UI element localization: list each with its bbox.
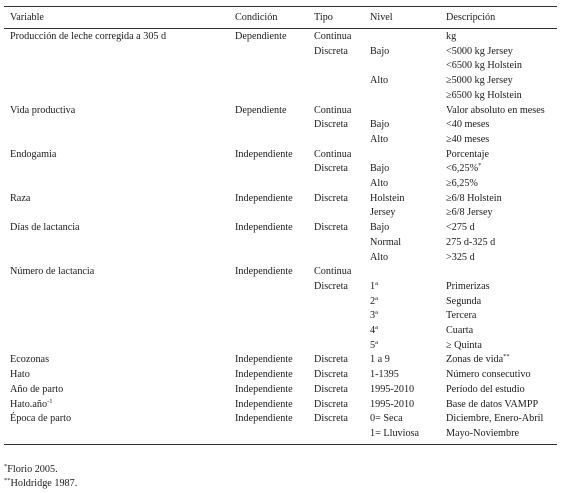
cell-variable-text: Número de lactancia — [10, 266, 95, 278]
footnote-mark: * — [4, 463, 8, 470]
cell-descripcion-text: <40 meses — [446, 119, 490, 131]
cell-condicion-text: Independiente — [235, 413, 293, 425]
footnote-mark: ** — [4, 477, 11, 484]
cell-nivel-text: Alto — [370, 251, 389, 263]
cell-variable-text: Vida productiva — [10, 104, 76, 116]
cell-descripcion-text: Base de datos VAMPP — [446, 398, 539, 410]
cell-descripcion — [446, 163, 481, 175]
cell-condicion-text: Independiente — [235, 369, 293, 381]
cell-nivel-text: Jersey — [370, 207, 396, 219]
cell-descripcion-text: Porcentaje — [446, 148, 489, 160]
cell-descripcion-text: <6,25% — [446, 163, 479, 175]
cell-nivel-text: Bajo — [370, 45, 390, 57]
header-condicion: Condición — [235, 12, 278, 23]
cell-descripcion-text: ≥6/8 Holstein — [446, 192, 502, 204]
cell-nivel — [370, 369, 399, 381]
cell-descripcion — [446, 105, 545, 117]
table-bottom-rule — [4, 444, 557, 445]
cell-condicion — [235, 354, 293, 366]
cell-nivel-text: Bajo — [370, 163, 390, 175]
cell-descripcion-text: 275 d-325 d — [446, 236, 496, 248]
cell-tipo — [314, 399, 348, 411]
cell-variable — [10, 384, 63, 396]
cell-nivel-superscript: a — [375, 324, 378, 331]
cell-variable-text: Raza — [10, 192, 31, 204]
cell-tipo-text: Discreta — [314, 354, 348, 366]
cell-descripcion-text: ≥ Quinta — [446, 339, 482, 351]
cell-nivel-text: Holstein — [370, 192, 405, 204]
cell-nivel-text: 5 — [370, 339, 376, 351]
cell-nivel — [370, 413, 403, 425]
header-tipo: Tipo — [314, 12, 333, 23]
cell-variable — [10, 369, 30, 381]
cell-descripcion-text: Valor absoluto en meses — [446, 104, 545, 116]
cell-descripcion — [446, 134, 489, 146]
cell-tipo — [314, 119, 348, 131]
cell-tipo-text: Discreta — [314, 398, 348, 410]
cell-tipo-text: Discreta — [314, 222, 348, 234]
cell-descripcion — [446, 296, 481, 308]
cell-descripcion — [446, 46, 513, 58]
cell-tipo-text: Continua — [314, 31, 352, 42]
cell-variable — [10, 266, 94, 278]
cell-nivel-text: 3 — [370, 310, 376, 322]
cell-nivel — [370, 428, 419, 440]
cell-condicion — [235, 105, 286, 117]
cell-nivel-text: Bajo — [370, 222, 390, 234]
cell-nivel — [370, 237, 401, 249]
cell-variable — [10, 222, 80, 234]
cell-descripcion-text: >325 d — [446, 251, 475, 263]
cell-descripcion-text: Zonas de vida — [446, 354, 504, 366]
cell-descripcion-text: Número consecutivo — [446, 369, 531, 381]
cell-descripcion-text: Período del estudio — [446, 383, 525, 395]
cell-variable — [10, 399, 52, 411]
cell-descripcion-text: ≥6500 kg Holstein — [446, 89, 522, 101]
footnote-text: Florio 2005. — [7, 464, 58, 475]
cell-variable-text: Hato.año — [10, 398, 48, 410]
cell-descripcion-text: Primerizas — [446, 280, 490, 292]
cell-descripcion — [446, 178, 478, 190]
cell-condicion — [235, 413, 293, 425]
cell-variable-superscript: -1 — [47, 397, 53, 405]
cell-nivel-text: 2 — [370, 295, 376, 307]
cell-tipo-text: Continua — [314, 266, 352, 278]
cell-tipo-text: Discreta — [314, 45, 348, 57]
cell-descripcion — [446, 340, 482, 352]
cell-tipo-text: Discreta — [314, 119, 348, 131]
cell-tipo — [314, 31, 351, 43]
cell-tipo-text: Discreta — [314, 383, 348, 395]
table-top-rule — [4, 6, 557, 7]
cell-nivel-superscript: a — [375, 338, 378, 346]
cell-nivel-text: 4 — [370, 325, 376, 336]
header-bottom-rule — [4, 28, 557, 29]
cell-variable-text: Endogamia — [10, 148, 57, 160]
cell-variable-text: Época de parto — [10, 413, 72, 425]
cell-condicion — [235, 149, 293, 161]
cell-nivel-text: Alto — [370, 75, 389, 87]
cell-descripcion — [446, 207, 493, 219]
cell-descripcion-text: Diciembre, Enero-Abril — [446, 413, 544, 425]
cell-tipo-text: Discreta — [314, 192, 348, 204]
cell-nivel — [370, 354, 390, 366]
cell-nivel — [370, 46, 389, 58]
cell-nivel — [370, 325, 378, 337]
cell-nivel — [370, 75, 388, 87]
cell-nivel — [370, 399, 414, 411]
cell-nivel — [370, 384, 414, 396]
cell-condicion-text: Independiente — [235, 148, 293, 160]
cell-condicion-text: Independiente — [235, 354, 293, 366]
cell-nivel-text: 1995-2010 — [370, 383, 415, 395]
cell-nivel-text: 0= Seca — [370, 413, 403, 425]
cell-condicion — [235, 384, 293, 396]
cell-descripcion-text: Cuarta — [446, 325, 474, 336]
cell-condicion-text: Independiente — [235, 398, 293, 410]
cell-nivel — [370, 193, 405, 205]
cell-descripcion-superscript: ** — [503, 353, 510, 361]
cell-nivel-text: Alto — [370, 178, 389, 189]
cell-descripcion-text: ≥6/8 Jersey — [446, 207, 493, 219]
cell-descripcion — [446, 281, 490, 293]
cell-descripcion — [446, 149, 489, 161]
cell-descripcion — [446, 354, 510, 366]
cell-nivel — [370, 163, 389, 175]
cell-descripcion — [446, 90, 522, 102]
cell-descripcion — [446, 60, 522, 72]
cell-nivel — [370, 207, 395, 219]
cell-descripcion-text: <6500 kg Holstein — [446, 60, 522, 72]
cell-condicion-text: Independiente — [235, 192, 293, 204]
cell-variable-text: Año de parto — [10, 383, 64, 395]
cell-condicion-text: Independiente — [235, 266, 293, 278]
cell-variable — [10, 149, 56, 161]
cell-variable — [10, 413, 71, 425]
footnote-text: Holdridge 1987. — [10, 478, 78, 489]
cell-tipo-text: Discreta — [314, 413, 348, 425]
cell-nivel — [370, 222, 389, 234]
cell-nivel — [370, 134, 388, 146]
cell-descripcion — [446, 222, 475, 234]
cell-descripcion — [446, 75, 513, 87]
cell-tipo-text: Discreta — [314, 369, 348, 381]
cell-descripcion — [446, 31, 456, 43]
cell-nivel — [370, 296, 378, 308]
cell-descripcion — [446, 193, 502, 205]
cell-nivel — [370, 281, 378, 293]
cell-condicion — [235, 266, 293, 278]
cell-tipo — [314, 105, 351, 117]
cell-nivel-superscript: a — [375, 294, 378, 302]
cell-tipo — [314, 222, 348, 234]
cell-descripcion-superscript: * — [478, 162, 482, 170]
cell-variable — [10, 354, 49, 366]
cell-variable — [10, 31, 166, 43]
cell-nivel-superscript: a — [375, 279, 378, 287]
cell-condicion-text: Independiente — [235, 383, 293, 395]
cell-descripcion — [446, 369, 531, 381]
cell-tipo — [314, 384, 348, 396]
cell-nivel-text: 1= Lluviosa — [370, 427, 420, 439]
cell-descripcion — [446, 428, 519, 440]
cell-nivel-text: 1-1395 — [370, 369, 399, 381]
cell-tipo-text: Discreta — [314, 280, 348, 292]
cell-tipo — [314, 193, 348, 205]
cell-nivel-text: Alto — [370, 133, 389, 145]
footnote — [4, 478, 77, 490]
cell-variable-text: Ecozonas — [10, 354, 50, 366]
cell-variable-text: Días de lactancia — [10, 222, 80, 234]
cell-nivel — [370, 340, 378, 352]
cell-condicion — [235, 31, 286, 43]
cell-descripcion-text: <275 d — [446, 222, 475, 234]
cell-condicion — [235, 222, 293, 234]
header-variable: Variable — [10, 12, 44, 23]
cell-descripcion — [446, 399, 538, 411]
cell-tipo — [314, 163, 348, 175]
cell-descripcion — [446, 119, 489, 131]
cell-descripcion-text: ≥40 meses — [446, 133, 490, 145]
cell-descripcion-text: Segunda — [446, 295, 482, 307]
cell-tipo — [314, 149, 351, 161]
cell-condicion-text: Independiente — [235, 222, 293, 234]
cell-descripcion-text: Tercera — [446, 310, 477, 322]
cell-descripcion-text: Mayo-Noviembre — [446, 427, 519, 439]
cell-descripcion — [446, 325, 473, 337]
cell-condicion — [235, 369, 293, 381]
cell-descripcion — [446, 310, 476, 322]
cell-descripcion-text: ≥5000 kg Jersey — [446, 75, 513, 87]
cell-descripcion — [446, 252, 475, 264]
cell-tipo — [314, 46, 348, 58]
cell-nivel-text: 1995-2010 — [370, 398, 415, 410]
cell-tipo — [314, 354, 348, 366]
cell-descripcion-text: <5000 kg Jersey — [446, 45, 513, 57]
cell-nivel-text: 1 — [370, 280, 376, 292]
cell-nivel-text: 1 a 9 — [370, 354, 390, 366]
cell-tipo-text: Continua — [314, 104, 352, 116]
cell-nivel — [370, 252, 388, 264]
cell-variable — [10, 105, 75, 117]
cell-nivel-text: Normal — [370, 236, 402, 248]
cell-descripcion — [446, 384, 525, 396]
cell-condicion — [235, 399, 293, 411]
header-nivel: Nivel — [370, 12, 393, 23]
cell-condicion — [235, 193, 293, 205]
cell-tipo-text: Discreta — [314, 163, 348, 175]
cell-variable-text: Hato — [10, 369, 30, 381]
cell-descripcion-text: ≥6,25% — [446, 178, 478, 189]
cell-tipo — [314, 281, 348, 293]
cell-variable — [10, 193, 30, 205]
cell-descripcion-text: kg — [446, 31, 457, 42]
cell-condicion-text: Dependiente — [235, 104, 287, 116]
cell-descripcion — [446, 237, 495, 249]
cell-nivel-superscript: a — [375, 309, 378, 317]
header-descripcion: Descripción — [446, 12, 496, 23]
cell-variable-text: Producción de leche corregida a 305 d — [10, 31, 167, 42]
footnote — [4, 464, 58, 476]
cell-nivel-text: Bajo — [370, 119, 390, 131]
cell-tipo — [314, 369, 348, 381]
cell-nivel — [370, 119, 389, 131]
cell-tipo — [314, 266, 351, 278]
cell-tipo — [314, 413, 348, 425]
cell-nivel — [370, 310, 378, 322]
cell-descripcion — [446, 413, 543, 425]
cell-nivel — [370, 178, 388, 190]
cell-condicion-text: Dependiente — [235, 31, 287, 42]
cell-tipo-text: Continua — [314, 148, 352, 160]
